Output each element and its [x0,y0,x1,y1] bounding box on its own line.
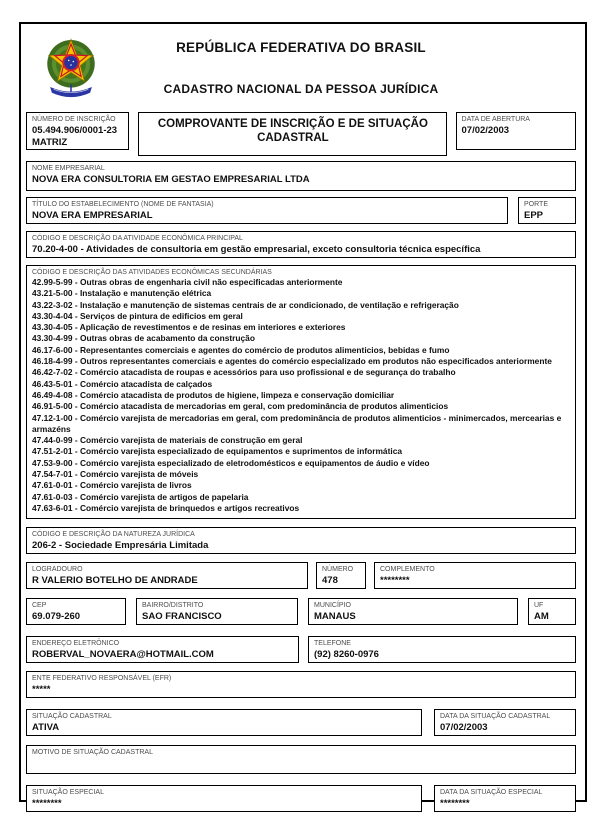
atividades-secundarias-field [26,265,576,519]
nome-empresarial-label: NOME EMPRESARIAL [32,165,105,172]
uf-field [528,598,576,625]
uf-label: UF [534,602,544,610]
secondary-activity-item: 43.30-4-05 - Aplicação de revestimentos e de resinas em interiores e exteriores [32,322,346,333]
situacao-especial-field [26,785,422,812]
secondary-activity-item: 46.43-5-01 - Comércio atacadista de calçados [32,378,213,389]
secondary-activity-item: 46.18-4-99 - Outros representantes comerciais e agentes do comércio especializado em produtos não especificados anteriormente [32,356,552,367]
logradouro-value: R VALERIO BOTELHO DE ANDRADE [32,575,198,587]
email-label: ENDEREÇO ELETRÔNICO [32,640,120,648]
email-field [26,636,299,663]
numero-field [316,562,366,589]
cnpj-certificate [19,22,587,810]
motivo-situacao-label: MOTIVO DE SITUAÇÃO CADASTRAL [32,749,153,757]
certificate-title: COMPROVANTE DE INSCRIÇÃO E DE SITUAÇÃO CADASTRAL [157,118,428,144]
complemento-value: ******** [380,575,410,587]
secondary-activity-item: 46.42-7-02 - Comércio atacadista de roupas e acessórios para uso profissional e de segurança do trabalho [32,367,456,378]
data-situacao-especial-value: ******** [440,798,470,810]
data-situacao-cadastral-label: DATA DA SITUAÇÃO CADASTRAL [440,713,551,721]
secondary-activity-item: 47.54-7-01 - Comércio varejista de móveis [32,469,199,480]
municipio-value: MANAUS [314,611,356,623]
logradouro-field [26,562,308,589]
nome-empresarial-value: NOVA ERA CONSULTORIA EM GESTAO EMPRESARIAL LTDA [32,174,310,185]
secondary-activity-item: 43.21-5-00 - Instalação e manutenção elétrica [32,288,212,299]
complemento-field [374,562,576,589]
secondary-activity-item: 47.61-0-01 - Comércio varejista de livros [32,480,192,491]
fantasia-row [26,197,576,224]
porte-value: EPP [524,210,544,221]
bairro-field [136,598,298,625]
telefone-field [308,636,576,663]
cep-label: CEP [32,602,47,610]
logradouro-label: LOGRADOURO [32,566,83,574]
secondary-activity-item: 47.53-9-00 - Comércio varejista especializado de eletrodomésticos e equipamentos de áudio e vídeo [32,457,430,468]
situacao-cadastral-label: SITUAÇÃO CADASTRAL [32,713,112,721]
registry-title: CADASTRO NACIONAL DA PESSOA JURÍDICA [163,82,439,96]
secondary-activity-item: 47.12-1-00 - Comércio varejista de mercadorias em geral, com predominância de produtos alimenticios - minimercados, mercearias e armazéns [32,412,562,434]
secondary-activity-item: 43.30-4-99 - Outras obras de acabamento da construção [32,333,255,344]
efr-field [26,671,576,698]
bairro-value: SAO FRANCISCO [142,611,222,623]
secondary-activity-item: 46.49-4-08 - Comércio atacadista de produtos de higiene, limpeza e conservação domiciliar [32,389,395,400]
efr-label: ENTE FEDERATIVO RESPONSÁVEL (EFR) [32,675,172,683]
secondary-activity-item: 43.30-4-04 - Serviços de pintura de edificios em geral [32,310,243,321]
data-abertura-field [456,112,576,150]
numero-inscricao-field [26,112,129,150]
efr-value: ***** [32,684,51,696]
uf-value: AM [534,611,549,623]
numero-value: 478 [322,575,338,587]
atividades-secundarias-list [32,277,571,514]
cep-field [26,598,126,625]
situacao-cadastral-value: ATIVA [32,722,60,734]
natureza-juridica-label: CÓDIGO E DESCRIÇÃO DA NATUREZA JURÍDICA [32,531,195,539]
secondary-activity-item: 46.17-6-00 - Representantes comerciais e agentes do comércio de produtos alimenticios, bebidas e fumo [32,344,450,355]
porte-field [518,197,576,224]
data-situacao-especial-field [434,785,576,812]
numero-label: NÚMERO [322,566,354,574]
numero-inscricao-label: NÚMERO DE INSCRIÇÃO [32,116,116,123]
situacao-especial-value: ******** [32,798,62,810]
cep-value: 69.079-260 [32,611,81,623]
telefone-label: TELEFONE [314,640,351,648]
nome-empresarial-field [26,161,576,191]
certificate-title-box [138,112,446,156]
inscription-row [26,112,576,156]
email-value: ROBERVAL_NOVAERA@HOTMAIL.COM [32,649,214,661]
data-situacao-cadastral-value: 07/02/2003 [440,722,488,734]
data-abertura-value: 07/02/2003 [461,125,510,136]
motivo-situacao-field [26,745,576,774]
data-situacao-cadastral-field [434,709,576,736]
secondary-activity-item: 47.63-6-01 - Comércio varejista de brinquedos e artigos recreativos [32,502,300,513]
complemento-label: COMPLEMENTO [380,566,435,574]
secondary-activity-item: 47.51-2-01 - Comércio varejista especializado de equipamentos e suprimentos de informática [32,446,403,457]
cep-row [26,598,576,625]
atividade-principal-label: CÓDIGO E DESCRIÇÃO DA ATIVIDADE ECONÔMICA PRINCIPAL [32,235,243,242]
numero-inscricao-value: 05.494.906/0001-23 [32,125,118,136]
natureza-juridica-field [26,527,576,554]
municipio-field [308,598,518,625]
data-abertura-label: DATA DE ABERTURA [461,116,530,123]
document-header [26,24,576,112]
secondary-activity-item: 43.22-3-02 - Instalação e manutenção de sistemas centrais de ar condicionado, de ventilação e refrigeração [32,299,459,310]
secondary-activity-item: 46.91-5-00 - Comércio atacadista de mercadorias em geral, com predominância de produtos alimenticios [32,401,449,412]
situacao-row [26,709,576,736]
telefone-value: (92) 8260-0976 [314,649,379,661]
republic-title: REPÚBLICA FEDERATIVA DO BRASIL [176,40,426,55]
situacao-especial-label: SITUAÇÃO ESPECIAL [32,789,104,797]
atividade-principal-field [26,231,576,258]
municipio-label: MUNICÍPIO [314,602,351,610]
situacao-especial-row [26,785,576,812]
contato-row [26,636,576,663]
data-situacao-especial-label: DATA DA SITUAÇÃO ESPECIAL [440,789,543,797]
logradouro-row [26,562,576,589]
secondary-activity-item: 47.61-0-03 - Comércio varejista de artigos de papelaria [32,491,249,502]
secondary-activity-item: 42.99-5-99 - Outras obras de engenharia civil não especificadas anteriormente [32,277,343,287]
nome-fantasia-value: NOVA ERA EMPRESARIAL [32,210,153,221]
natureza-juridica-value: 206-2 - Sociedade Empresária Limitada [32,540,209,552]
secondary-activity-item: 47.44-0-99 - Comércio varejista de materiais de construção em geral [32,435,303,446]
nome-fantasia-label: TÍTULO DO ESTABELECIMENTO (NOME DE FANTASIA) [32,201,214,208]
porte-label: PORTE [524,201,548,208]
bairro-label: BAIRRO/DISTRITO [142,602,204,610]
atividades-secundarias-label: CÓDIGO E DESCRIÇÃO DAS ATIVIDADES ECONÔMICAS SECUNDÁRIAS [32,269,272,276]
nome-fantasia-field [26,197,508,224]
situacao-cadastral-field [26,709,422,736]
atividade-principal-value: 70.20-4-00 - Atividades de consultoria em gestão empresarial, exceto consultoria técnica específica [32,244,481,255]
matriz-value: MATRIZ [32,137,68,148]
